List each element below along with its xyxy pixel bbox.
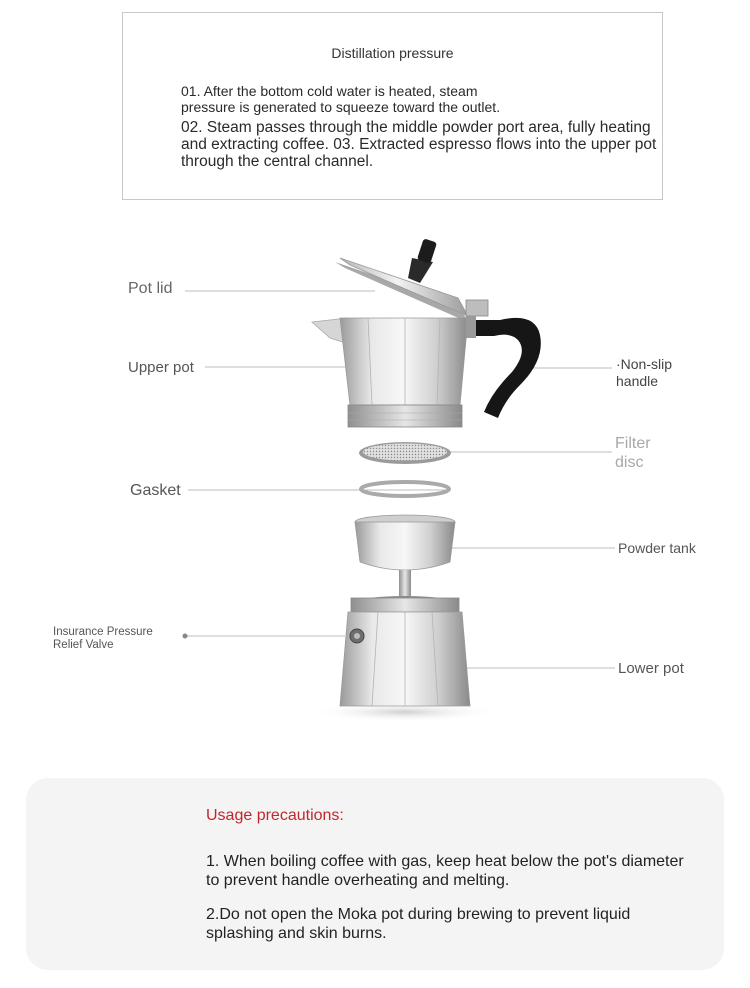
upper-pot-part — [312, 316, 541, 427]
precaution-item-1: 1. When boiling coffee with gas, keep heat below the pot's diameter to prevent handle overheating and melting. — [206, 853, 684, 889]
usage-precautions-box — [26, 778, 724, 970]
label-handle-line-2: handle — [616, 373, 659, 389]
moka-pot-exploded-diagram — [0, 230, 750, 750]
distillation-description-box — [122, 12, 663, 200]
label-handle — [616, 356, 672, 390]
label-lower-pot: Lower pot — [618, 660, 684, 677]
step-1 — [181, 83, 661, 115]
label-gasket: Gasket — [130, 482, 181, 499]
label-pot-lid: Pot lid — [128, 280, 173, 297]
precautions-title: Usage precautions: — [206, 807, 344, 824]
gasket-part — [361, 482, 449, 496]
label-filter-disc — [615, 434, 651, 472]
pot-lid-part — [335, 238, 488, 323]
valve-dot — [183, 634, 188, 639]
label-valve-line-2: Relief Valve — [53, 639, 114, 651]
label-handle-line-1: ·Non-slip — [616, 356, 673, 372]
label-valve-line-1: Insurance Pressure — [53, 626, 153, 638]
distillation-title: Distillation pressure — [331, 45, 454, 61]
step-2-3: 02. Steam passes through the middle powder port area, fully heating and extracting coffee. 03. Extracted espresso flows into the upper pot through the central channel. — [181, 119, 657, 170]
label-upper-pot: Upper pot — [128, 359, 194, 376]
label-filter-line-1: Filter — [615, 435, 651, 452]
distillation-steps — [181, 83, 661, 170]
precaution-item-2: 2.Do not open the Moka pot during brewing to prevent liquid splashing and skin burns. — [206, 906, 631, 942]
step-1-line-1: 01. After the bottom cold water is heated, steam — [181, 83, 478, 99]
step-1-line-2: pressure is generated to squeeze toward the outlet. — [181, 99, 501, 115]
filter-disc-part — [359, 442, 451, 464]
label-valve — [53, 626, 153, 652]
label-powder-tank: Powder tank — [618, 540, 696, 556]
label-filter-line-2: disc — [615, 454, 644, 471]
lower-pot-part — [310, 596, 500, 722]
